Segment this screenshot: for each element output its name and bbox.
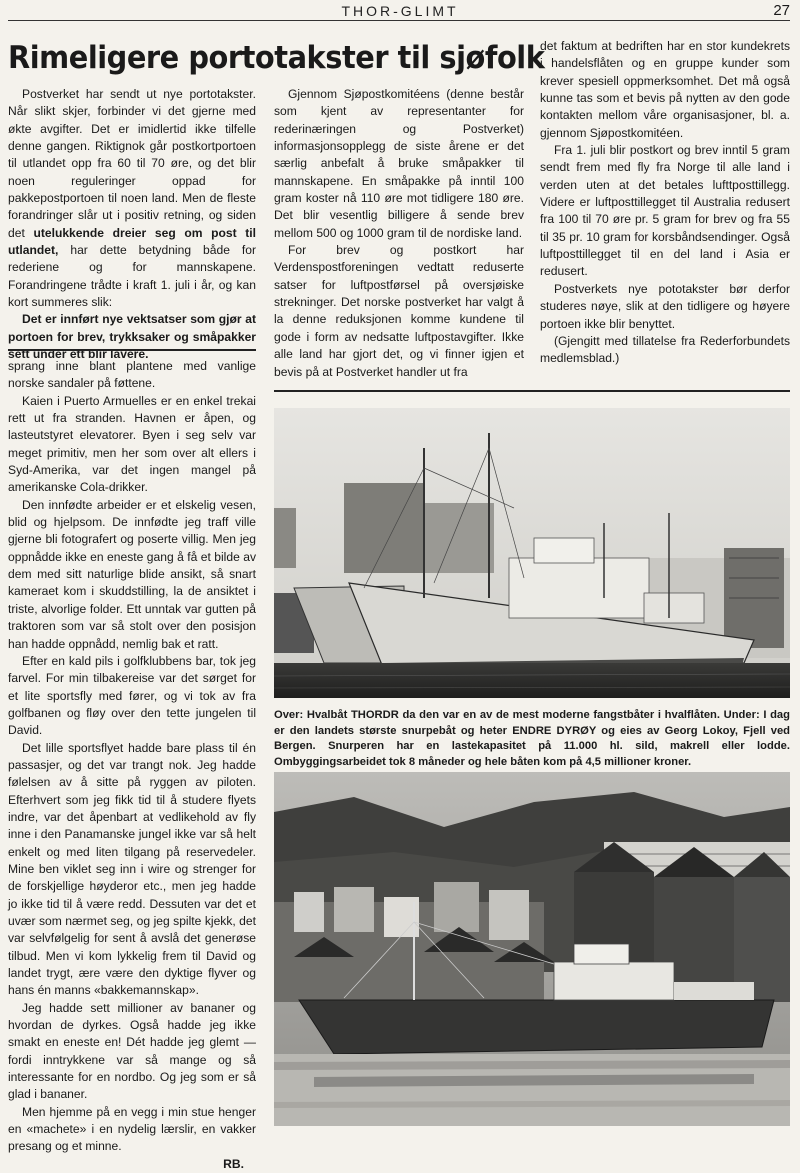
paragraph: Gjennom Sjøpostkomitéens (denne består som kjent av representanter for rederinæringen og Postverket) informasjonsopplegg de siste årene er det særlig anbefalt å bruke småpakker til mannskapene. En småpakke på inntil 100 gram koster nå 110 øre mot tidligere 180 øre. Det blir vesentlig billigere å sende brev mellom 500 og 1000 gram til de nordiske land.: [274, 87, 524, 240]
intro-emphasis: utelukkende dreier seg om post til utlandet,: [8, 225, 256, 258]
intro-text-b: har dette betydning både for rederiene og for mannskapene. Forandringene trådte i kraft 1. juli i år, og kan kort summeres slik:: [8, 243, 256, 310]
paragraph: Kaien i Puerto Armuelles er en enkel trekai rett ut fra stranden. Havnen er åpen, og lasteutstyret elevatorer. Byen i seg selv var meget primitiv, men her som over alt ellers i Syd-Amerika, var det ingen mangel på amerikanske Cola-drikker.: [8, 393, 256, 495]
section-divider: [274, 390, 790, 392]
author-signature: RB.: [223, 1156, 244, 1171]
paragraph: Det lille sportsflyet hadde bare plass til én passasjer, og det var trangt nok. Jeg hadde følelsen av å sitte på ryggen av piloten. Efterhvert som jeg fikk tid til å studere flyets indre, var det åpenbart at vedlikehold av fly inne i den Panamanske jungel ikke var så helt enkelt og med liten tilgang på reservedeler. Mine ben viklet seg inn i wire og strenger for de forskjellige høyderor etc., men jeg hadde jo ikke tid til å være redd. Dessuten var det et uvær som nærmet seg, og jeg spilte kjekk, det var selvfølgelig for sent å avslå det generøse tilbud. Men vi kom lykkelig frem til David og landet trygt, ære være den dyktige flyver og hans én manns «bakkemannskap».: [8, 740, 256, 998]
paragraph: Jeg hadde sett millioner av bananer og hvordan de dyrkes. Også hadde jeg ikke smakt en eneste en! Dét hadde jeg glemt — fordi inntrykkene var så mange og så interessante for en nordbo. Og jeg som er så glad i bananer.: [8, 1000, 256, 1102]
paragraph: For brev og postkort har Verdenspostforeningen vedtatt reduserte satser for luftpostførsel på oversjøiske strekninger. Det norske postverket har valgt å la denne reduksjonen komme kundene til gode i form av nedsatte luftpostavgifter. Ikke alle land har gjort det, og vi finner igjen et bevis på at Postverket handler ut fra: [274, 243, 524, 379]
article-intro: [8, 86, 256, 311]
article-headline: Rimeligere portotakster til sjøfolk: [8, 40, 545, 76]
header-rule: [8, 20, 790, 21]
paragraph: Efter en kald pils i golfklubbens bar, tok jeg farvel. For min tilbakereise var det sørget for et lite sportsfly med fører, og vi tok av fra golfbanen og fløy over den tette jungelen til David.: [8, 653, 256, 738]
paragraph: Men hjemme på en vegg i min stue henger en «machete» i en nydelig lærslir, en vakker presang og et minne.: [8, 1104, 256, 1154]
article-column-1: [8, 86, 256, 364]
photo-purse-seiner: [274, 772, 790, 1126]
harbour-photo-illustration: [274, 772, 790, 1126]
page-header: [0, 0, 800, 22]
paragraph: Postverkets nye pototakster bør derfor studeres nøye, slik at den tidligere og høyere portoen ikke blir benyttet.: [540, 281, 790, 331]
paragraph: Fra 1. juli blir postkort og brev inntil 5 gram sendt frem med fly fra Norge til alle land i verden uten at det betales lufttposttillegg. Videre er luftposttillegget til Australia redusert fra 100 til 70 øre pr. 5 gram for brev og fra 55 til 35 pr. 10 gram for korsbåndsendinger. Også luftposttillegget til en del land i Asia er redusert.: [540, 143, 790, 279]
photo-whaling-ships: [274, 408, 790, 698]
paragraph: sprang inne blant plantene med vanlige norske sandaler på føttene.: [8, 359, 256, 391]
paragraph: (Gjengitt med tillatelse fra Rederforbundets medlemsblad.): [540, 333, 790, 366]
intro-text-a: Postverket har sendt ut nye portotakster. Når slikt skjer, forbinder vi det gjerne med økte avgifter. Det er imidlertid ikke tilfelle denne gangen. Riktignok går postkortportoen til utlandet opp fra 60 til 70 øre, og det blir noen reguleringer oppad for pakkepostportoen til noen land. Men de fleste forandringer slår ut i positiv retning, og siden det: [8, 87, 256, 240]
magazine-title: THOR-GLIMT: [341, 3, 459, 19]
article-column-2: [274, 86, 524, 381]
column-divider: [8, 349, 256, 351]
paragraph: Den innfødte arbeider er et elskelig vesen, blid og hjelpsom. De innfødte jeg traff ville gjerne bli fotografert og poserte villig. Men jeg oppnådde ikke en eneste gang å få et bilde av dem med sitt naturlige blide ansikt, så snart kameraet kom i skuddstilling, la de ansiktet i triste, alvorlige folder. Ett unntak var gutten på traktoren som var så stolt over den posisjon han hadde oppnådd, nemlig bak et ratt.: [8, 497, 256, 651]
page-number: 27: [773, 2, 790, 19]
story-column: [8, 358, 256, 1173]
photo-caption: Over: Hvalbåt THORDR da den var en av de mest moderne fangstbåter i hvalflåten. Under: I dag er den landets største snurpebåt og heter ENDRE DYRØY og eies av Georg Lokoy, Fjell ved Bergen. Snurperen har en lastekapasitet på 11.000 hl. sild, makrell eller lodde. Ombyggingsarbeidet tok 8 måneder og hele båten kom på 4,5 millioner kroner.: [274, 709, 790, 768]
article-summary: Det er innført nye vektsatser som gjør at portoen for brev, trykksaker og småpakker sett under ett blir lavere.: [8, 312, 256, 362]
ship-photo-illustration: [274, 408, 790, 698]
article-column-3: [540, 38, 790, 368]
paragraph: det faktum at bedriften har en stor kundekrets i handelsflåten og en gruppe kunder som krever spesiell oppmerksomhet. Det må også kunne tas som et bevis på nytten av den gode kontakten mellom våre organisasjoner, bl. a. gjennom Sjøpostkomitéen.: [540, 39, 790, 140]
